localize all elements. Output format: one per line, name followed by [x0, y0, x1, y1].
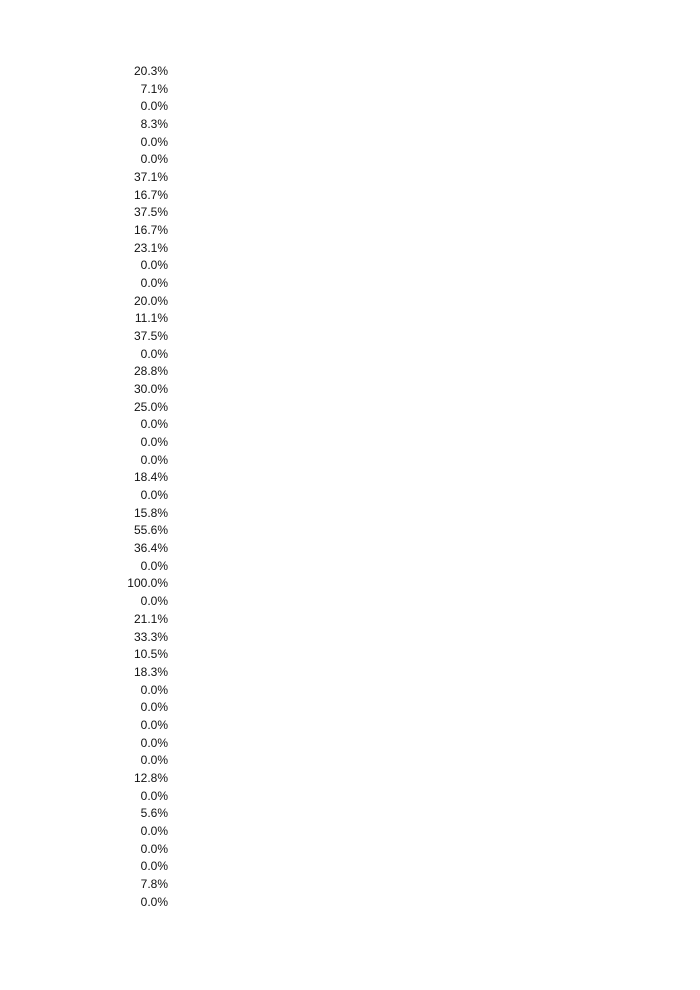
percentage-cell: 100.0% [127, 576, 168, 591]
percentage-cell: 55.6% [133, 523, 168, 538]
percentage-cell: 18.4% [133, 470, 168, 485]
percentage-cell: 5.6% [140, 806, 168, 821]
percentage-cell: 0.0% [140, 276, 168, 291]
percentage-cell: 0.0% [140, 735, 168, 750]
percentage-cell: 0.0% [140, 558, 168, 573]
percentage-cell: 0.0% [140, 859, 168, 874]
percentage-cell: 12.8% [133, 770, 168, 785]
percentage-cell: 0.0% [140, 594, 168, 609]
percentage-cell: 0.0% [140, 258, 168, 273]
percentage-cell: 16.7% [133, 187, 168, 202]
percentage-cell: 11.1% [134, 311, 168, 326]
percentage-cell: 37.1% [133, 170, 168, 185]
percentage-cell: 20.0% [133, 293, 168, 308]
percentage-cell: 28.8% [133, 364, 168, 379]
percentage-cell: 16.7% [133, 223, 168, 238]
percentage-cell: 30.0% [133, 382, 168, 397]
percentage-cell: 0.0% [140, 99, 168, 114]
percentage-cell: 0.0% [140, 452, 168, 467]
percentage-cell: 15.8% [133, 505, 168, 520]
percentage-cell: 0.0% [140, 682, 168, 697]
percentage-cell: 0.0% [140, 841, 168, 856]
percentage-cell: 23.1% [133, 240, 168, 255]
percentage-cell: 0.0% [140, 346, 168, 361]
percentage-cell: 0.0% [140, 134, 168, 149]
percentage-cell: 7.1% [140, 81, 168, 96]
percentage-cell: 0.0% [140, 417, 168, 432]
percentage-cell: 8.3% [140, 117, 168, 132]
percentage-cell: 37.5% [133, 205, 168, 220]
percentage-cell: 33.3% [133, 629, 168, 644]
percentage-cell: 0.0% [140, 717, 168, 732]
percentage-cell: 0.0% [140, 753, 168, 768]
percentage-cell: 21.1% [133, 611, 168, 626]
percentage-cell: 37.5% [133, 329, 168, 344]
percentage-cell: 7.8% [140, 876, 168, 891]
percentage-cell: 0.0% [140, 823, 168, 838]
percentage-cell: 18.3% [133, 664, 168, 679]
percentage-cell: 0.0% [140, 894, 168, 909]
percentage-cell: 0.0% [140, 488, 168, 503]
percentage-cell: 36.4% [133, 541, 168, 556]
percentage-cell: 0.0% [140, 435, 168, 450]
percentage-column [100, 63, 168, 911]
percentage-cell: 0.0% [140, 788, 168, 803]
percentage-cell: 0.0% [140, 152, 168, 167]
percentage-cell: 25.0% [133, 399, 168, 414]
percentage-cell: 0.0% [140, 700, 168, 715]
percentage-cell: 20.3% [133, 64, 168, 78]
percentage-cell: 10.5% [133, 647, 168, 662]
